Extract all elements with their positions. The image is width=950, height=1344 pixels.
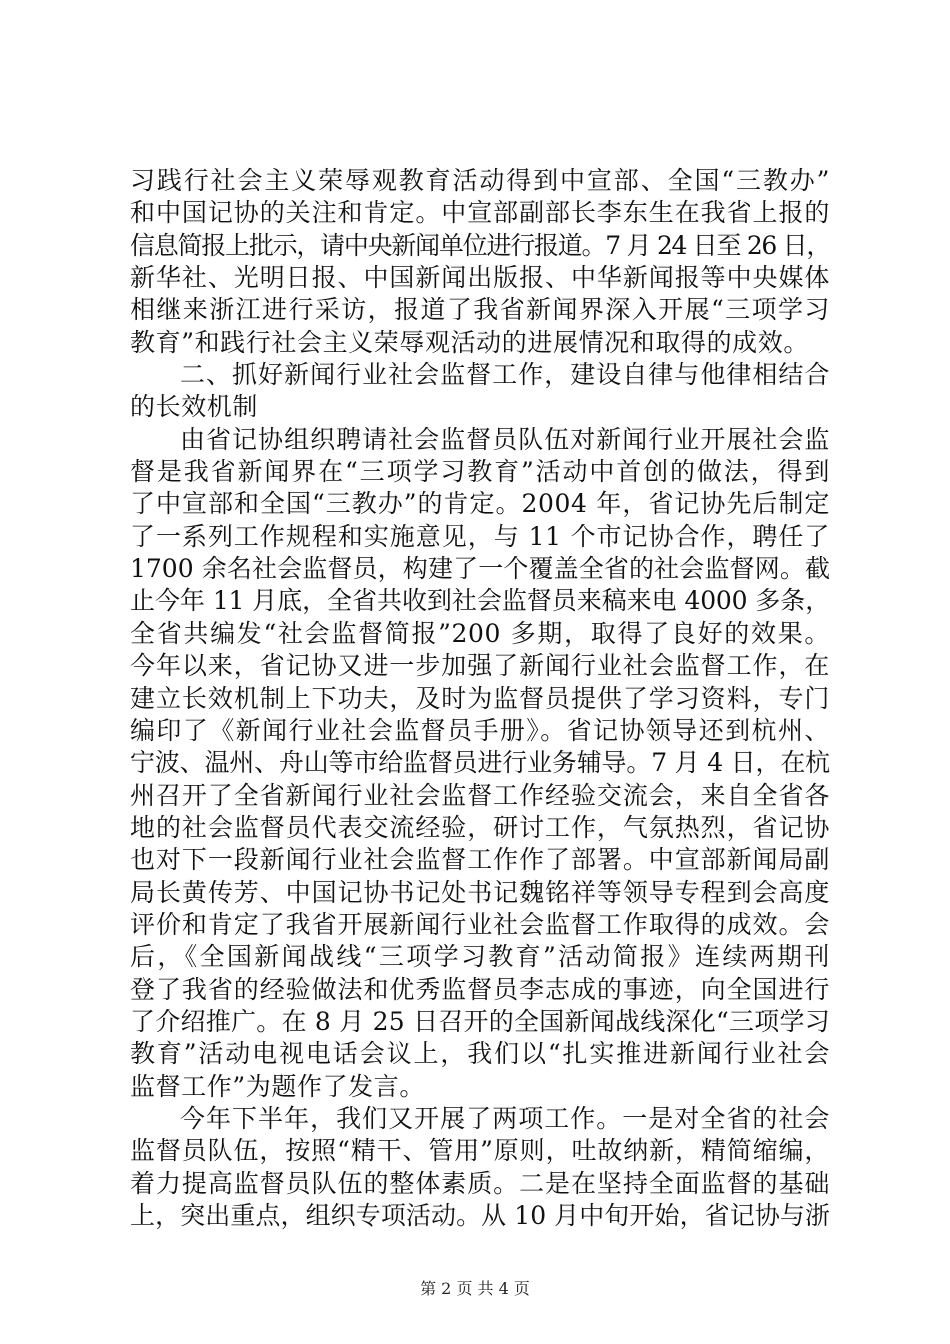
text-line: 局长黄传芳、中国记协书记处书记魏铭祥等领导专程到会高度	[130, 877, 830, 907]
text-line: 相继来浙江进行采访，报道了我省新闻界深入开展“三项学习	[130, 295, 830, 325]
text-line: 宁波、温州、舟山等市给监督员进行业务辅导。7 月 4 日，在杭	[130, 748, 830, 778]
text-line: 了一系列工作规程和实施意见，与 11 个市记协合作，聘任了	[130, 521, 830, 551]
text-line: 1700 余名社会监督员，构建了一个覆盖全省的社会监督网。截	[130, 554, 830, 584]
text-line: 新华社、光明日报、中国新闻出版报、中华新闻报等中央媒体	[130, 263, 830, 293]
text-line: 后，《全国新闻战线“三项学习教育”活动简报》连续两期刊	[130, 942, 830, 972]
text-line: 和中国记协的关注和肯定。中宣部副部长李东生在我省上报的	[130, 198, 830, 228]
text-line: 建立长效机制上下功夫，及时为监督员提供了学习资料，专门	[130, 683, 830, 713]
section-heading-line: 的长效机制	[130, 392, 259, 422]
text-line: 了中宣部和全国“三教办”的肯定。2004 年，省记协先后制定	[130, 489, 830, 519]
text-line: 了介绍推广。在 8 月 25 日召开的全国新闻战线深化“三项学习	[130, 1006, 830, 1036]
text-line: 上，突出重点，组织专项活动。从 10 月中旬开始，省记协与浙	[130, 1201, 830, 1230]
text-line: 教育”和践行社会主义荣辱观活动的进展情况和取得的成效。	[130, 327, 809, 357]
text-line: 全省共编发“社会监督简报”200 多期，取得了良好的效果。	[130, 618, 830, 648]
text-line: 地的社会监督员代表交流经验，研讨工作，气氛热烈，省记协	[130, 812, 830, 842]
section-heading-line: 二、抓好新闻行业社会监督工作，建设自律与他律相结合	[180, 360, 830, 390]
text-line: 监督员队伍，按照“精干、管用”原则，吐故纳新，精简缩编，	[130, 1136, 830, 1166]
page-footer	[0, 1276, 950, 1299]
text-line: 今年下半年，我们又开展了两项工作。一是对全省的社会	[180, 1103, 830, 1133]
text-line: 监督工作”为题作了发言。	[130, 1071, 425, 1101]
text-line: 也对下一段新闻行业社会监督工作作了部署。中宣部新闻局副	[130, 845, 830, 875]
text-line: 止今年 11 月底，全省共收到社会监督员来稿来电 4000 多条，	[130, 586, 830, 616]
text-line: 着力提高监督员队伍的整体素质。二是在坚持全面监督的基础	[130, 1168, 830, 1198]
text-line: 今年以来，省记协又进一步加强了新闻行业社会监督工作，在	[130, 651, 830, 681]
text-line: 州召开了全省新闻行业社会监督工作经验交流会，来自全省各	[130, 780, 830, 810]
page-number: 第 2 页 共 4 页	[420, 1279, 530, 1298]
text-line: 习践行社会主义荣辱观教育活动得到中宣部、全国“三教办”	[130, 166, 830, 195]
body-text	[130, 165, 830, 1232]
text-line: 信息简报上批示，请中央新闻单位进行报道。7 月 24 日至 26 日，	[130, 230, 830, 260]
text-line: 督是我省新闻界在“三项学习教育”活动中首创的做法，得到	[130, 457, 830, 487]
text-line: 编印了《新闻行业社会监督员手册》。省记协领导还到杭州、	[130, 715, 830, 745]
text-line: 登了我省的经验做法和优秀监督员李志成的事迹，向全国进行	[130, 974, 830, 1004]
text-line: 评价和肯定了我省开展新闻行业社会监督工作取得的成效。会	[130, 909, 830, 939]
text-line: 教育”活动电视电话会议上，我们以“扎实推进新闻行业社会	[130, 1039, 830, 1069]
text-line: 由省记协组织聘请社会监督员队伍对新闻行业开展社会监	[180, 424, 830, 454]
